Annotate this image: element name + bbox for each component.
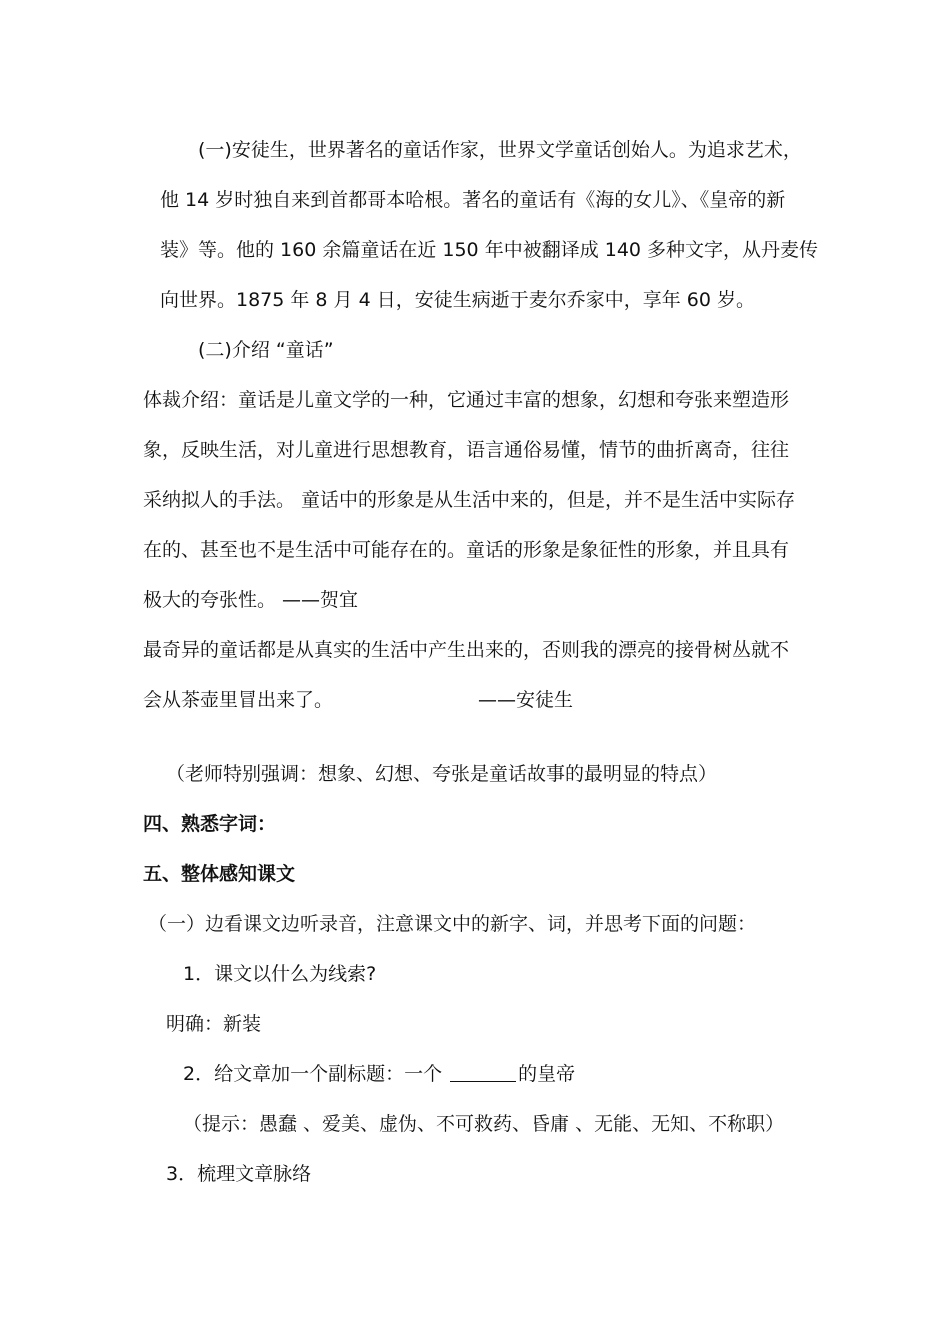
- teacher-note: （老师特别强调：想象、幻想、夸张是童话故事的最明显的特点）: [166, 763, 718, 785]
- genre-intro-line-2: 象，反映生活，对儿童进行思想教育，语言通俗易懂，情节的曲折离奇，往往: [143, 439, 790, 461]
- genre-intro-line-4: 在的、甚至也不是生活中可能存在的。童话的形象是象征性的形象，并且具有: [143, 539, 790, 561]
- fill-in-blank: [450, 1063, 516, 1082]
- intro-author-line-4: 向世界。1875 年 8 月 4 日，安徒生病逝于麦尔乔家中，享年 60 岁。: [160, 289, 755, 311]
- section-five-heading: 五、整体感知课文: [143, 863, 296, 885]
- question-2: [183, 1061, 575, 1087]
- genre-intro-line-3: 采纳拟人的手法。 童话中的形象是从生活中来的，但是，并不是生活中实际存: [143, 489, 796, 511]
- intro-author-line-2: 他 14 岁时独自来到首都哥本哈根。著名的童话有《海的女儿》、《皇帝的新: [160, 189, 786, 211]
- andersen-quote-line-2: 会从茶壶里冒出来了。: [143, 689, 334, 711]
- question-3: 3．梳理文章脉络: [166, 1163, 312, 1185]
- section-four-heading: 四、熟悉字词：: [143, 813, 277, 835]
- task-one: （一）边看课文边听录音，注意课文中的新字、词，并思考下面的问题：: [148, 913, 757, 935]
- hint: （提示：愚蠢 、爱美、虚伪、不可救药、昏庸 、无能、无知、不称职）: [183, 1113, 785, 1135]
- question-2-suffix: 的皇帝: [518, 1063, 576, 1085]
- question-1: 1．课文以什么为线索?: [183, 963, 377, 985]
- genre-intro-line-5: 极大的夸张性。 ——贺宜: [143, 589, 359, 611]
- question-2-prefix: 2．给文章加一个副标题：一个: [183, 1063, 449, 1085]
- fairy-tale-heading: (二)介绍 “童话”: [198, 339, 334, 361]
- intro-author-line-1: (一)安徒生，世界著名的童话作家，世界文学童话创始人。为追求艺术，: [198, 139, 802, 161]
- genre-intro-line-1: 体裁介绍：童话是儿童文学的一种，它通过丰富的想象，幻想和夸张来塑造形: [143, 389, 790, 411]
- intro-author-line-3: 装》等。他的 160 余篇童话在近 150 年中被翻译成 140 多种文字，从丹麦传: [160, 239, 819, 261]
- andersen-quote-line-1: 最奇异的童话都是从真实的生活中产生出来的，否则我的漂亮的接骨树丛就不: [143, 639, 790, 661]
- andersen-quote-attribution: ——安徒生: [478, 689, 574, 711]
- answer-1: 明确：新装: [166, 1013, 262, 1035]
